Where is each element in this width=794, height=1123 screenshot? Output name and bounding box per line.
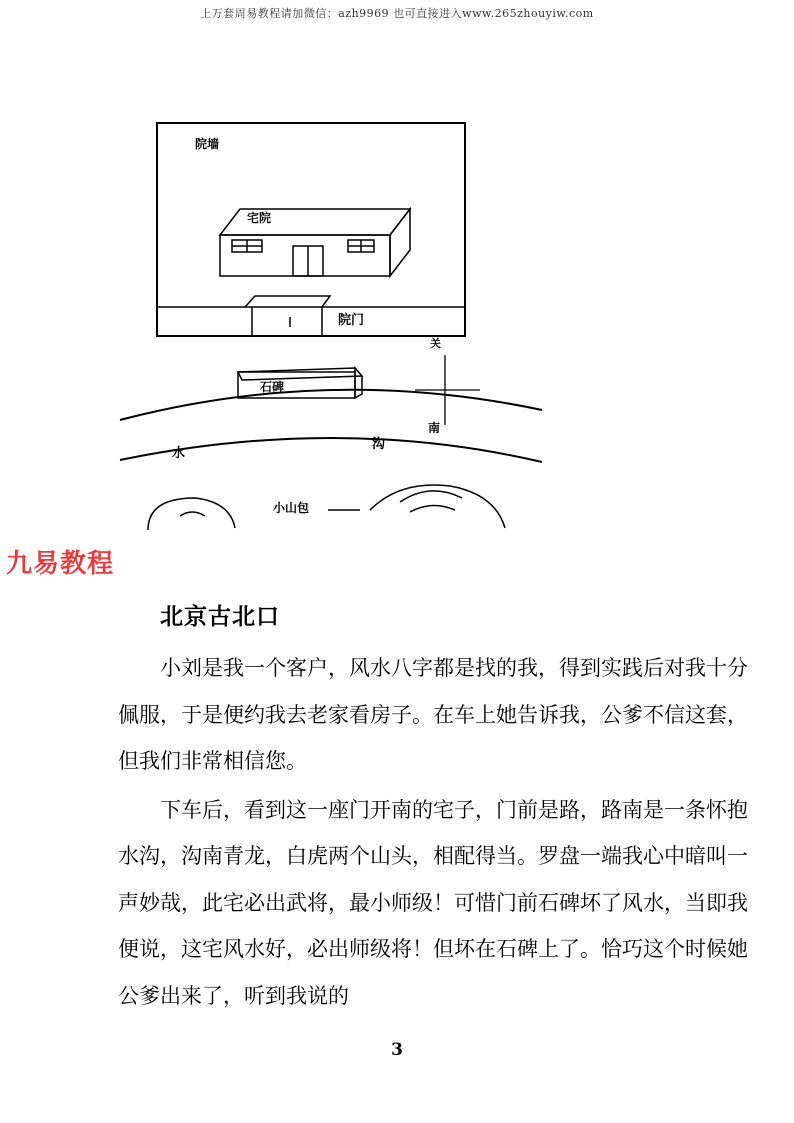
courtyard-wall-label: 院墙 <box>195 137 220 151</box>
courtyard-gate-label: 院门 <box>338 313 365 328</box>
page-header-notice: 上万套周易教程请加微信：azh9969 也可直接进入www.265zhouyiw.com <box>200 7 594 20</box>
north-mark-label: 关 <box>430 337 441 350</box>
stone-tablet-label: 石碑 <box>260 380 285 394</box>
hill-left <box>148 498 235 530</box>
compass-cross <box>415 355 480 425</box>
stone-tablet-drawing <box>238 368 362 398</box>
river-label-mid: 沟 <box>372 437 386 452</box>
small-hill-label: 小山包 <box>273 501 310 515</box>
site-watermark: 九易教程 <box>6 549 115 579</box>
south-label: 南 <box>428 421 441 435</box>
hill-right <box>370 485 505 528</box>
courtyard-wall-outline <box>157 123 465 336</box>
feng-shui-sketch-diagram <box>110 110 560 540</box>
paragraph-1: 小刘是我一个客户，风水八字都是找的我，得到实践后对我十分佩服，于是便约我去老家看房子。在车上她告诉我，公爹不信这套，但我们非常相信您。 <box>118 656 748 773</box>
river-label-left: 水 <box>172 446 186 461</box>
body-text <box>118 645 748 1019</box>
paragraph-2: 下车后，看到这一座门开南的宅子，门前是路，路南是一条怀抱水沟，沟南青龙，白虎两个山头，相配得当。罗盘一端我心中暗叫一声妙哉，此宅必出武将，最小师级！可惜门前石碑坏了风水，当即我便说，这宅风水好，必出师级将！但坏在石碑上了。恰巧这个时候她公爹出来了，听到我说的 <box>118 797 748 1008</box>
courtyard-gate-drawing <box>245 296 330 336</box>
house-label: 宅院 <box>247 211 272 225</box>
page-number: 3 <box>391 1040 403 1060</box>
section-title: 北京古北口 <box>160 604 280 630</box>
